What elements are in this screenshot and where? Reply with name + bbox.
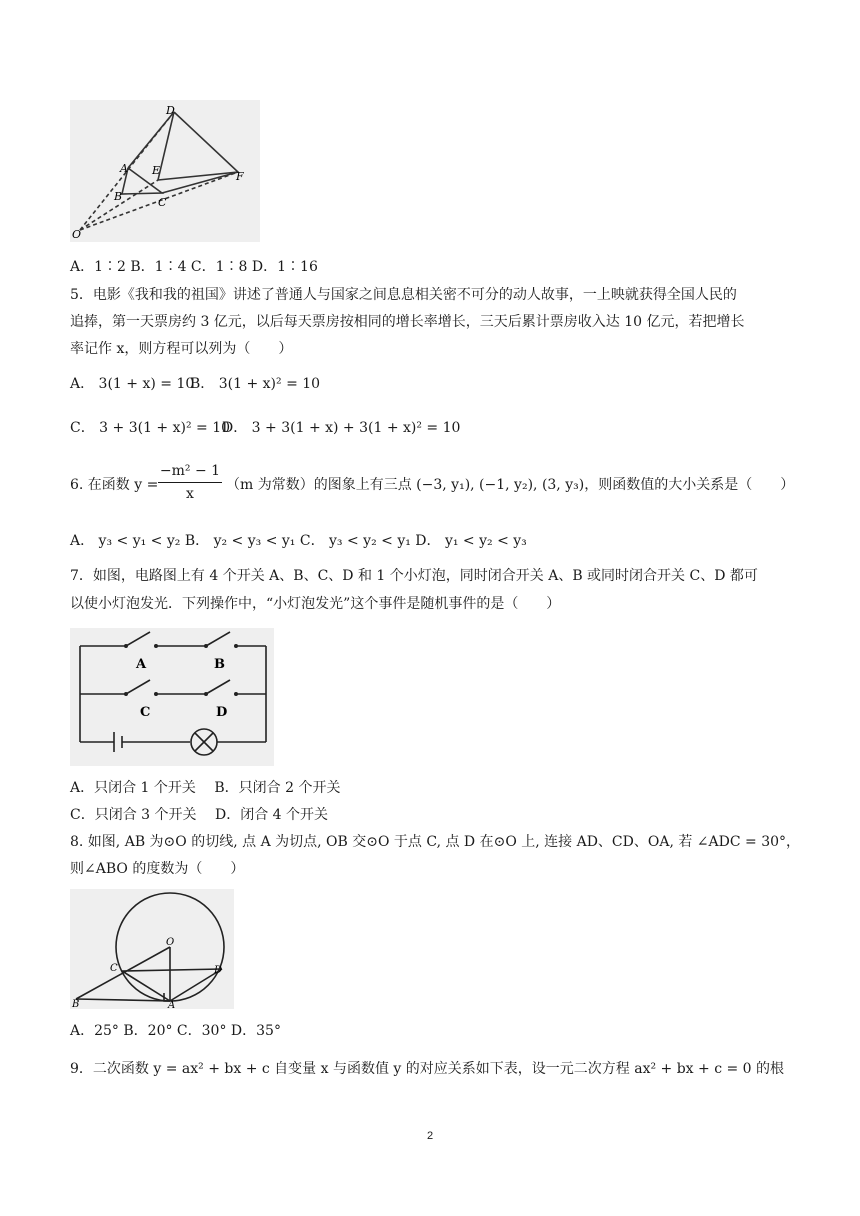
q8-line-2: 则∠ABO 的度数为（ ） — [70, 861, 245, 877]
label-B: B — [72, 999, 80, 1009]
q8-circle-tangent-diagram — [70, 889, 234, 1009]
label-A: A — [168, 1000, 176, 1009]
label-O: O — [72, 228, 82, 241]
q8-options: A．25° B．20° C．30° D．35° — [70, 1023, 281, 1039]
q5-line-1: 5．电影《我和我的祖国》讲述了普通人与国家之间息息相关密不可分的动人故事，一上映就获得全国人民的 — [70, 287, 737, 303]
label-D: D — [214, 965, 223, 976]
label-E: E — [152, 164, 161, 177]
q5-option-a: A． 3(1 + x) = 10 — [70, 376, 195, 392]
q6-denominator: x — [186, 486, 194, 502]
q5-option-c: C． 3 + 3(1 + x)² = 10 — [70, 420, 231, 436]
label-D: D — [166, 104, 175, 117]
label-B: B — [114, 190, 123, 203]
fraction-bar — [158, 482, 222, 483]
q4-options: A．1∶2 B．1∶4 C．1∶8 D．1∶16 — [70, 259, 318, 275]
q5-option-d: D． 3 + 3(1 + x) + 3(1 + x)² = 10 — [222, 420, 461, 436]
q7-circuit-figure — [70, 628, 274, 766]
q6-options: A． y₃ < y₁ < y₂ B． y₂ < y₃ < y₁ C． y₃ < y₂ < y₁ D． y₁ < y₂ < y₃ — [70, 533, 527, 549]
switch-D-label: D — [216, 705, 228, 720]
label-F: F — [236, 170, 244, 183]
switch-A-label: A — [136, 657, 147, 672]
q6-fraction — [158, 462, 222, 503]
q6-prefix: 6. 在函数 y = — [70, 477, 159, 493]
q7-line-2: 以使小灯泡发光．下列操作中，“小灯泡发光”这个事件是随机事件的是（ ） — [70, 596, 561, 612]
q7-options-row-2: C．只闭合 3 个开关 D．闭合 4 个开关 — [70, 807, 329, 823]
q7-options-row-1: A．只闭合 1 个开关 B．只闭合 2 个开关 — [70, 780, 341, 796]
label-A: A — [120, 162, 128, 175]
q5-option-b: B． 3(1 + x)² = 10 — [190, 376, 321, 392]
label-C: C — [158, 196, 167, 209]
q7-line-1: 7．如图，电路图上有 4 个开关 A、B、C、D 和 1 个小灯泡，同时闭合开关 A、B 或同时闭合开关 C、D 都可 — [70, 568, 758, 584]
q8-figure — [70, 889, 234, 1009]
switch-B-label: B — [214, 657, 225, 672]
q4-figure — [70, 100, 260, 242]
q6-suffix: （m 为常数）的图象上有三点 (−3, y₁), (−1, y₂), (3, y₃)，则函数值的大小关系是（ ） — [226, 477, 795, 493]
q8-line-1: 8. 如图, AB 为⊙O 的切线, 点 A 为切点, OB 交⊙O 于点 C, 点 D 在⊙O 上, 连接 AD、CD、OA, 若 ∠ADC = 30°， — [70, 834, 801, 850]
label-O: O — [166, 937, 175, 948]
switch-C-label: C — [140, 705, 151, 720]
q5-line-3: 率记作 x，则方程可以列为（ ） — [70, 341, 293, 357]
label-C: C — [110, 963, 118, 974]
page-number: 2 — [426, 1130, 434, 1142]
q5-line-2: 追捧，第一天票房约 3 亿元，以后每天票房按相同的增长率增长，三天后累计票房收入达 10 亿元，若把增长 — [70, 314, 745, 330]
q7-circuit-diagram — [70, 628, 274, 766]
q4-triangles-diagram — [70, 100, 260, 242]
q9-line-1: 9．二次函数 y = ax² + bx + c 自变量 x 与函数值 y 的对应关系如下表，设一元二次方程 ax² + bx + c = 0 的根 — [70, 1061, 785, 1077]
q6-numerator: −m² − 1 — [159, 463, 221, 479]
